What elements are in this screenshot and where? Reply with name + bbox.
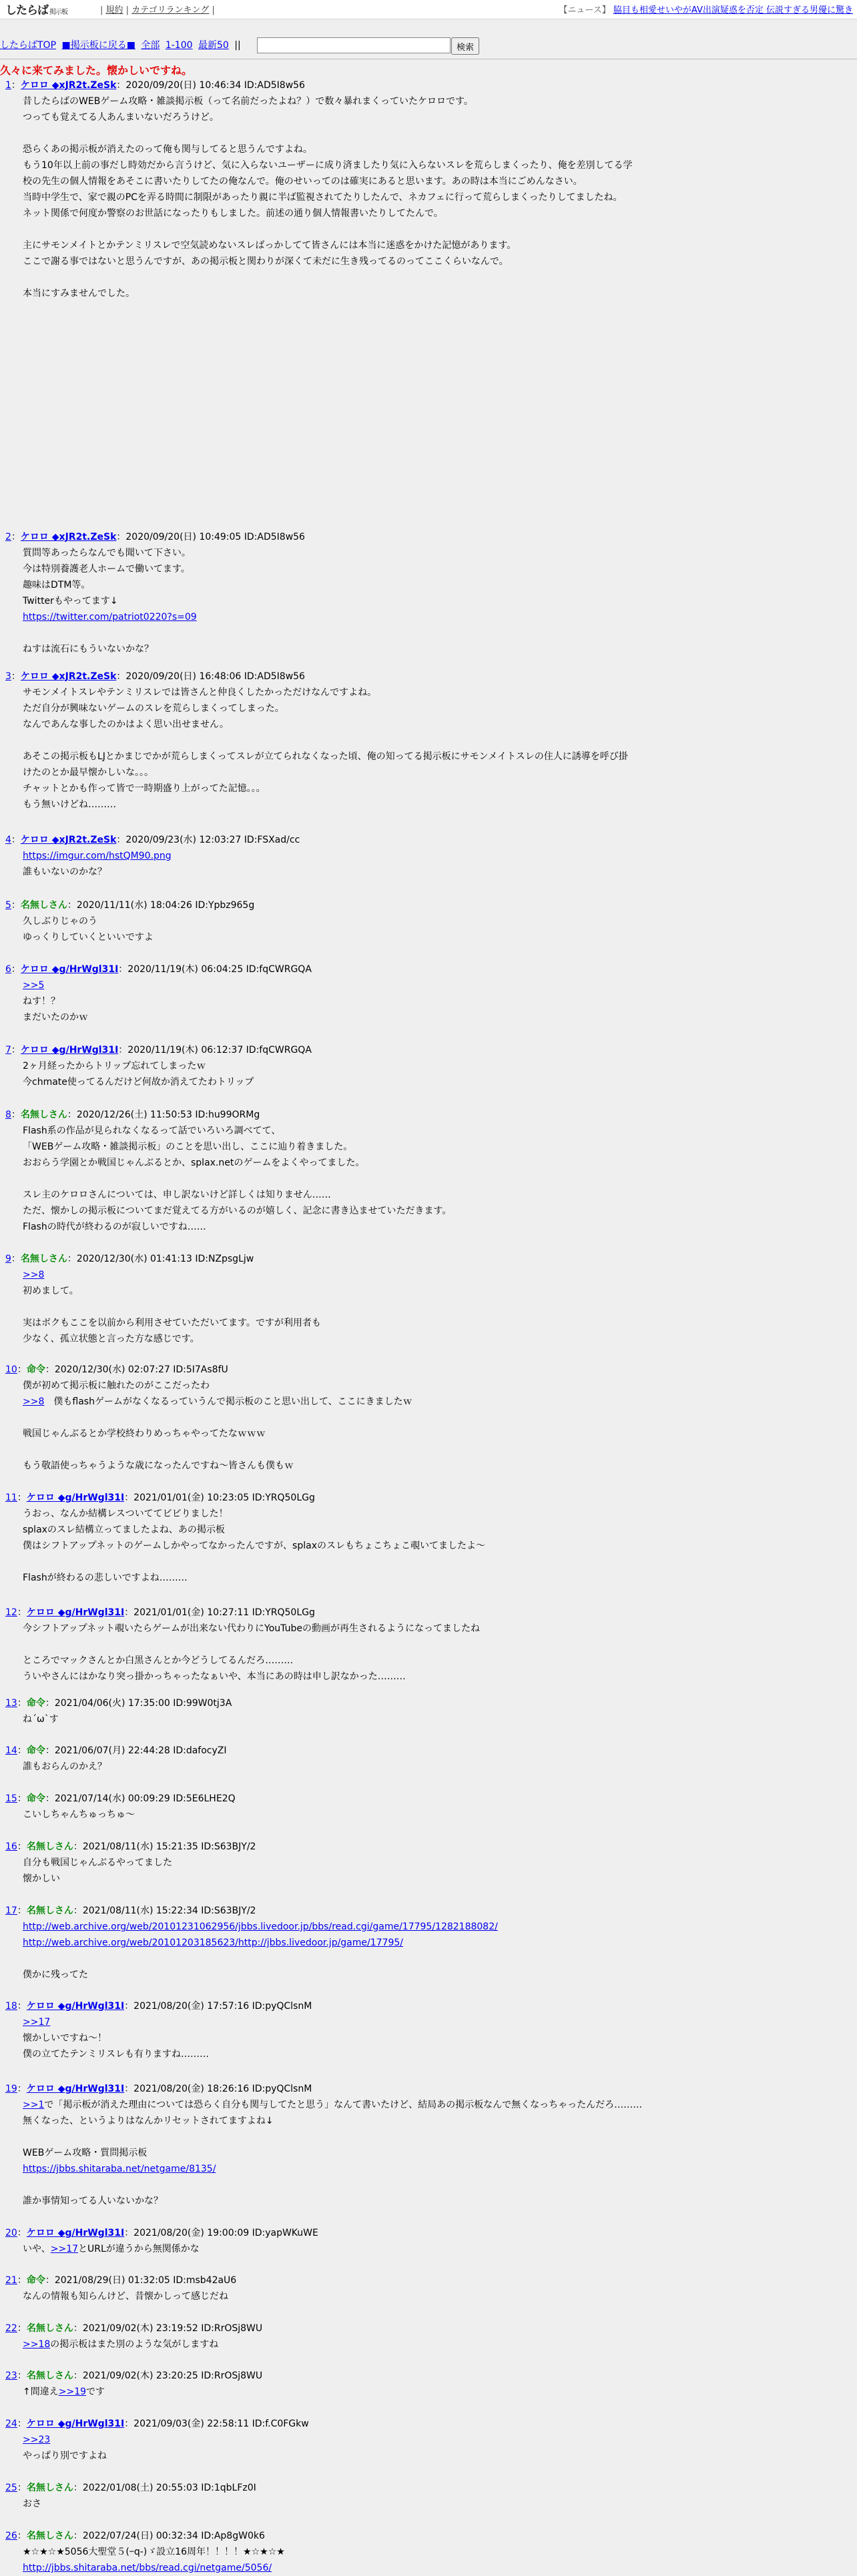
post-body: >>18の掲示板はまた別のような気がしますね — [23, 2339, 219, 2350]
url-link[interactable]: https://imgur.com/hstQM90.png — [23, 851, 172, 861]
post — [0, 1695, 857, 1727]
post-date-id: ：2021/08/11(水) 15:22:34 ID:S63BJY/2 — [73, 1905, 256, 1916]
poster-name: 命令 — [26, 2275, 45, 2286]
post-number-link[interactable]: 7 — [5, 1045, 11, 1055]
post-date-id: ：2021/08/29(日) 01:32:05 ID:msb42aU6 — [45, 2275, 237, 2286]
poster-name-link[interactable]: ケロロ ◆g/HrWgl31I — [26, 2228, 125, 2238]
post-number-link[interactable]: 23 — [5, 2371, 17, 2381]
post-date-id: ：2021/08/20(金) 19:00:09 ID:yapWKuWE — [124, 2228, 318, 2238]
reply-anchor-link[interactable]: >>19 — [58, 2387, 87, 2397]
post-header: 16：名無しさん：2021/08/11(水) 15:21:35 ID:S63BJY/2 — [5, 1841, 256, 1852]
news-label: 【ニュース】 — [559, 5, 611, 15]
post-number-link[interactable]: 19 — [5, 2084, 17, 2094]
post-header: 13：命令：2021/04/06(火) 17:35:00 ID:99W0tj3A — [5, 1698, 232, 1709]
post-date-id: ：2020/11/11(水) 18:04:26 ID:Ypbz965g — [67, 900, 255, 911]
post-header: 21：命令：2021/08/29(日) 01:32:05 ID:msb42aU6 — [5, 2275, 237, 2286]
post-date-id: ：2021/08/11(水) 15:21:35 ID:S63BJY/2 — [73, 1841, 256, 1852]
poster-name-link[interactable]: ケロロ ◆g/HrWgl31I — [26, 2419, 125, 2429]
post-body: >>5 ねす！？ まだいたのかｗ — [23, 980, 88, 1023]
top-bar — [0, 0, 857, 19]
post — [0, 2528, 857, 2576]
post-date-id: ：2020/09/20(日) 10:49:05 ID:AD5I8w56 — [116, 532, 305, 542]
all-posts-link[interactable]: 全部 — [141, 40, 160, 51]
post-header: 23：名無しさん：2021/09/02(木) 23:20:25 ID:RrOSj8WU — [5, 2371, 263, 2381]
post-header: 17：名無しさん：2021/08/11(水) 15:22:34 ID:S63BJY/2 — [5, 1905, 256, 1916]
post — [0, 1490, 857, 1586]
poster-name-link[interactable]: ケロロ ◆g/HrWgl31I — [26, 2084, 125, 2094]
post-date-id: ：2021/06/07(月) 22:44:28 ID:dafocyZI — [45, 1745, 227, 1756]
post-header: 26：名無しさん：2022/07/24(日) 00:32:34 ID:Ap8gW0k6 — [5, 2531, 265, 2541]
poster-name: 名無しさん — [26, 2371, 73, 2381]
post-number-link[interactable]: 15 — [5, 1793, 17, 1804]
post-date-id: ：2020/09/20(日) 10:46:34 ID:AD5I8w56 — [116, 80, 305, 91]
post-body: >>17 懐かしいですね〜！ 僕の立てたテンミリスレも有りますね……… — [23, 2017, 210, 2060]
post — [0, 1107, 857, 1235]
post-number-link[interactable]: 12 — [5, 1607, 17, 1618]
post-number-link[interactable]: 21 — [5, 2275, 17, 2286]
url-link[interactable]: http://jbbs.shitaraba.net/bbs/read.cgi/netgame/5056/ — [23, 2563, 272, 2573]
post-header: 24：ケロロ ◆g/HrWgl31I：2021/09/03(金) 22:58:11 ID:f.C0FGkw — [5, 2419, 309, 2429]
poster-name-link[interactable]: ケロロ ◆g/HrWgl31I — [26, 1492, 125, 1503]
post — [0, 832, 857, 880]
post-header: 11：ケロロ ◆g/HrWgl31I：2021/01/01(金) 10:23:05 ID:YRQ50LGg — [5, 1492, 315, 1503]
post-header: 4：ケロロ ◆xJR2t.ZeSk：2020/09/23(水) 12:03:27 ID:FSXad/cc — [5, 835, 300, 845]
post-header: 6：ケロロ ◆g/HrWgl31I：2020/11/19(木) 06:04:25 ID:fqCWRGQA — [5, 964, 312, 975]
post-body: 2ヶ月経ったからトリップ忘れてしまったｗ 今chmate使ってるんだけど何故か消えてたわトリップ — [23, 1061, 254, 1088]
poster-name: 名無しさん — [20, 1110, 67, 1120]
thread-nav — [0, 37, 241, 56]
post-body: ↑間違え>>19です — [23, 2387, 105, 2397]
post-date-id: ：2020/12/26(土) 11:50:53 ID:hu99ORMg — [67, 1110, 260, 1120]
post-date-id: ：2022/01/08(土) 20:55:03 ID:1qbLFz0I — [73, 2483, 256, 2493]
post — [0, 1251, 857, 1347]
poster-name-link[interactable]: ケロロ ◆g/HrWgl31I — [20, 1045, 119, 1055]
post-number-link[interactable]: 22 — [5, 2323, 17, 2334]
post-header: 25：名無しさん：2022/01/08(土) 20:55:03 ID:1qbLFz0I — [5, 2483, 256, 2493]
post — [0, 1998, 857, 2062]
post-header: 14：命令：2021/06/07(月) 22:44:28 ID:dafocyZI — [5, 1745, 227, 1756]
post — [0, 1791, 857, 1823]
poster-name: 名無しさん — [26, 1841, 73, 1852]
post-number-link[interactable]: 13 — [5, 1698, 17, 1709]
url-link[interactable]: http://web.archive.org/web/20101203185623/http://jbbs.livedoor.jp/game/17795/ — [23, 1938, 403, 1948]
post-number-link[interactable]: 16 — [5, 1841, 17, 1852]
post-body: >>8 初めまして。 実はボクもここを以前から利用させていただいてます。ですが利用者も 少なく、孤立状態と言った方な感じです。 — [23, 1270, 321, 1344]
post-date-id: ：2021/08/20(金) 18:26:16 ID:pyQClsnM — [124, 2084, 312, 2094]
post-number-link[interactable]: 2 — [5, 532, 11, 542]
range-link[interactable]: 1-100 — [165, 40, 193, 51]
post — [0, 2320, 857, 2352]
reply-anchor-link[interactable]: >>23 — [23, 2435, 51, 2445]
post-body: https://imgur.com/hstQM90.png 誰もいないのかな？ — [23, 851, 172, 877]
post-header: 5：名無しさん：2020/11/11(水) 18:04:26 ID:Ypbz965g — [5, 900, 255, 911]
post-header: 7：ケロロ ◆g/HrWgl31I：2020/11/19(木) 06:12:37 ID:fqCWRGQA — [5, 1045, 312, 1055]
poster-name: 名無しさん — [26, 2531, 73, 2541]
post — [0, 1743, 857, 1775]
poster-name: 命令 — [26, 1745, 45, 1756]
post-date-id: ：2021/08/20(金) 17:57:16 ID:pyQClsnM — [124, 2001, 312, 2012]
post-date-id: ：2020/12/30(水) 01:41:13 ID:NZpsgLjw — [67, 1254, 254, 1264]
post-body: 質問等あったらなんでも聞いて下さい。 今は特別養護老人ホームで働いてます。 趣味はDTM等。 Twitterもやってます↓ https://twitter.com/patriot0220?s=09 ねすは流石にもういないかな？ — [23, 548, 197, 655]
post — [0, 1903, 857, 1983]
post-header: 2：ケロロ ◆xJR2t.ZeSk：2020/09/20(日) 10:49:05 ID:AD5I8w56 — [5, 532, 305, 542]
post-body: こいしちゃんちゅっちゅ〜 — [23, 1809, 135, 1820]
reply-anchor-link[interactable]: >>18 — [23, 2339, 51, 2350]
post-number-link[interactable]: 5 — [5, 900, 11, 911]
poster-name-link[interactable]: ケロロ ◆g/HrWgl31I — [26, 1607, 125, 1618]
post — [0, 2272, 857, 2304]
poster-name: 名無しさん — [26, 1905, 73, 1916]
url-link[interactable]: https://twitter.com/patriot0220?s=09 — [23, 612, 197, 622]
reply-anchor-link[interactable]: >>17 — [23, 2017, 51, 2028]
post-date-id: ：2021/04/06(火) 17:35:00 ID:99W0tj3A — [45, 1698, 232, 1709]
post-body: ★☆★☆★5056大聖堂５(ｰq-)ゞ設立16周年！！！！★☆★☆★ http://jbbs.shitaraba.net/bbs/read.cgi/netgame/5056/ — [23, 2547, 285, 2573]
post — [0, 2480, 857, 2512]
post-body: Flash系の作品が見られなくなるって話でいろいろ調べてて、 「WEBゲーム攻略・雑談掲示板」のことを思い出し、ここに辿り着きました。 おおらう学園とか戦国じゃんぶるとか、splax.netのゲームをよくやってました。 スレ主のケロロさんについては、申し訳ないけど詳しくは知りません…… ただ、懐かしの掲示板についてまだ覚えてる方がいるのが嬉しく、記念に書き込ませていただきます。 Flashの時代が終わるのが寂しいですね…… — [23, 1126, 452, 1232]
post-body: 僕が初めて掲示板に触れたのがここだったわ >>8 僕もflashゲームがなくなるっていうんで掲示板のこと思い出して、ここにきましたｗ 戦国じゃんぶるとか学校終わりめっちゃやってたなｗｗｗ もう敬語使っちゃうような歳になったんですね〜皆さんも僕もｗ — [23, 1380, 412, 1471]
search-input[interactable] — [257, 37, 451, 53]
reply-anchor-link[interactable]: >>5 — [23, 980, 45, 991]
post — [0, 1362, 857, 1474]
post-body: 久しぶりじゃのう ゆっくりしていくといいですよ — [23, 916, 154, 943]
post-date-id: ：2020/12/30(水) 02:07:27 ID:5I7As8fU — [45, 1364, 228, 1375]
post-date-id: ：2021/09/02(木) 23:20:25 ID:RrOSj8WU — [73, 2371, 263, 2381]
latest-50-link[interactable]: 最新50 — [198, 40, 229, 51]
post-date-id: ：2020/09/20(日) 16:48:06 ID:AD5I8w56 — [116, 671, 305, 682]
post-body: >>1で「掲示板が消えた理由については恐らく自分も関与してたと思う」なんて書いたけど、結局あの掲示板なんで無くなっちゃったんだろ……… 無くなった、というよりはなんかリセットされてますよね↓ WEBゲーム攻略・質問掲示板 https://jbbs.shitaraba.net/netgame/8135/ 誰か事情知ってる人いないかな？ — [23, 2100, 643, 2206]
post-date-id: ：2020/11/19(木) 06:12:37 ID:fqCWRGQA — [118, 1045, 312, 1055]
top-links: | 規約 | カテゴリランキング | — [100, 5, 215, 15]
shitaraba-top-link[interactable]: したらばTOP — [0, 40, 57, 51]
post — [0, 669, 857, 813]
url-link[interactable]: https://jbbs.shitaraba.net/netgame/8135/ — [23, 2164, 216, 2174]
post-header: 19：ケロロ ◆g/HrWgl31I：2021/08/20(金) 18:26:16 ID:pyQClsnM — [5, 2084, 312, 2094]
post-date-id: ：2021/09/02(木) 23:19:52 ID:RrOSj8WU — [73, 2323, 263, 2334]
poster-name: 名無しさん — [26, 2323, 73, 2334]
post — [0, 2368, 857, 2400]
post-header: 9：名無しさん：2020/12/30(水) 01:41:13 ID:NZpsgLjw — [5, 1254, 254, 1264]
reply-anchor-link[interactable]: >>1 — [23, 2100, 45, 2110]
post-body: 昔したらばのWEBゲーム攻略・雑談掲示板（って名前だったよね？）で数々暴れまくっていたケロロです。 つっても覚えてる人あんまいないだろうけど。 恐らくあの掲示板が消えたのって俺も関与してると思うんですよね。 もう10年以上前の事だし時効だから言うけど、気に入らないユーザーに成り済ましたり気に入らないスレを荒らしまくったり、俺を差別してる学 校の先生の個人情報をあそこに書いたりしてたの俺なんで。俺のせいってのは確実にあると思います。あの時は本当にごめんなさい。 当時中学生で、家で親のPCを弄る時間に制限があったり親に半ば監視されてたりしたんで、ネカフェに行って荒らしまくったりしてましたね。 ネット関係で何度か警察のお世話になったりもしました。前述の通り個人情報書いたりしてたんで。 主にサモンメイトとかテンミリスレで空気読めないスレばっかしてて皆さんには本当に迷惑をかけた記憶があります。 ここで謝る事ではないと思うんですが、あの掲示板と関わりが深くて未だに生き残ってるのってここくらいなんで。 本当にすみませんでした。 — [23, 96, 633, 299]
poster-name-link[interactable]: ケロロ ◆xJR2t.ZeSk — [20, 532, 117, 542]
post-body: 今シフトアップネット覗いたらゲームが出来ない代わりにYouTubeの動画が再生されるようになってましたね ところでマックさんとか白黒さんとか今どうしてるんだろ……… ういやさんにはかなり突っ掛かっちゃったなぁいや、本当にあの時は申し訳なかった……… — [23, 1623, 480, 1682]
post-header: 8：名無しさん：2020/12/26(土) 11:50:53 ID:hu99ORMg — [5, 1110, 260, 1120]
poster-name-link[interactable]: ケロロ ◆g/HrWgl31I — [26, 2001, 125, 2012]
post-body: うおっ、なんか結構レスついててビビりました！ splaxのスレ結構立ってましたよね、あの掲示板 僕はシフトアップネットのゲームしかやってなかったんですが、splaxのスレもちょこちょこ覗いてましたよ〜 Flashが終わるの悲しいですよね……… — [23, 1509, 485, 1583]
url-link[interactable]: http://web.archive.org/web/20101231062956/jbbs.livedoor.jp/bbs/read.cgi/game/17795/1282188082/ — [23, 1921, 498, 1932]
post-header: 20：ケロロ ◆g/HrWgl31I：2021/08/20(金) 19:00:09 ID:yapWKuWE — [5, 2228, 318, 2238]
post-header: 10：命令：2020/12/30(水) 02:07:27 ID:5I7As8fU — [5, 1364, 228, 1375]
post — [0, 529, 857, 657]
post-date-id: ：2022/07/24(日) 00:32:34 ID:Ap8gW0k6 — [73, 2531, 265, 2541]
news-ticker — [559, 3, 853, 19]
post-number-link[interactable]: 17 — [5, 1905, 17, 1916]
reply-anchor-link[interactable]: >>8 — [23, 1270, 45, 1280]
nav-separator: || — [234, 40, 241, 51]
post-number-link[interactable]: 8 — [5, 1110, 11, 1120]
post-number-link[interactable]: 9 — [5, 1254, 11, 1264]
post-header: 22：名無しさん：2021/09/02(木) 23:19:52 ID:RrOSj8WU — [5, 2323, 263, 2334]
post — [0, 1042, 857, 1090]
post-body: http://web.archive.org/web/20101231062956/jbbs.livedoor.jp/bbs/read.cgi/game/17795/1282188082/ http://web.archive.org/web/20101203185623/http://jbbs.livedoor.jp/game/17795/ 僕かに残ってた — [23, 1921, 498, 1980]
post — [0, 2081, 857, 2209]
search-button[interactable]: 検索 — [451, 37, 479, 55]
poster-name: 命令 — [26, 1364, 45, 1375]
post-header: 1：ケロロ ◆xJR2t.ZeSk：2020/09/20(日) 10:46:34 ID:AD5I8w56 — [5, 80, 305, 91]
post-date-id: ：2020/09/23(水) 12:03:27 ID:FSXad/cc — [116, 835, 300, 845]
site-logo[interactable]: したらば 掲示板 — [5, 4, 67, 17]
post-body: >>23 やっぱり別ですよね — [23, 2435, 107, 2461]
post-body: サモンメイトスレやテンミリスレでは皆さんと仲良くしたかっただけなんですよね。 ただ自分が興味ないゲームのスレを荒らしまくってしまった。 なんであんな事したのかはよく思い出せません。 あそこの掲示板もLJとかまじでかが荒らしまくってスレが立てられなくなった頃、俺の知ってる掲示板にサモンメイトスレの住人に誘導を呼び掛 けたのとか最早懐かしいな。。。 チャットとかも作って皆で一時期盛り上がってた記憶。。。 もう無いけどね……… — [23, 687, 628, 810]
thread-title: 久々に来てみました。懐かしいですね。 — [0, 64, 193, 77]
post-header: 15：命令：2021/07/14(水) 00:09:29 ID:5E6LHE2Q — [5, 1793, 236, 1804]
post-number-link[interactable]: 6 — [5, 964, 11, 975]
post-number-link[interactable]: 25 — [5, 2483, 17, 2493]
post-number-link[interactable]: 3 — [5, 671, 11, 682]
reply-anchor-link[interactable]: >>17 — [50, 2244, 79, 2254]
post-number-link[interactable]: 1 — [5, 80, 11, 91]
post-header: 3：ケロロ ◆xJR2t.ZeSk：2020/09/20(日) 16:48:06 ID:AD5I8w56 — [5, 671, 305, 682]
poster-name: 名無しさん — [26, 2483, 73, 2493]
category-ranking-link[interactable]: カテゴリランキング — [131, 5, 210, 15]
post-body: 誰もおらんのかえ？ — [23, 1761, 107, 1772]
post-number-link[interactable]: 4 — [5, 835, 11, 845]
post-number-link[interactable]: 14 — [5, 1745, 17, 1756]
post-number-link[interactable]: 24 — [5, 2419, 17, 2429]
post-body: 自分も戦国じゃんぶるやってました 懐かしい — [23, 1857, 172, 1884]
post-body: ね´ω`す — [23, 1714, 59, 1725]
post-date-id: ：2021/07/14(水) 00:09:29 ID:5E6LHE2Q — [45, 1793, 236, 1804]
post — [0, 77, 857, 302]
poster-name: 名無しさん — [20, 900, 67, 911]
poster-name: 名無しさん — [20, 1254, 67, 1264]
poster-name: 命令 — [26, 1698, 45, 1709]
poster-name-link[interactable]: ケロロ ◆xJR2t.ZeSk — [20, 80, 117, 91]
post-date-id: ：2021/01/01(金) 10:27:11 ID:YRQ50LGg — [124, 1607, 315, 1618]
poster-name-link[interactable]: ケロロ ◆xJR2t.ZeSk — [20, 835, 117, 845]
post — [0, 897, 857, 945]
post-header: 12：ケロロ ◆g/HrWgl31I：2021/01/01(金) 10:27:11 ID:YRQ50LGg — [5, 1607, 315, 1618]
post — [0, 1605, 857, 1685]
news-link[interactable]: 脇目も相愛せいやがAV出演疑惑を否定 伝説すぎる男優に驚き — [613, 5, 853, 15]
post-body: なんの情報も知らんけど、昔懐かしって感じだね — [23, 2291, 228, 2302]
post-header: 18：ケロロ ◆g/HrWgl31I：2021/08/20(金) 17:57:16 ID:pyQClsnM — [5, 2001, 312, 2012]
post — [0, 2225, 857, 2257]
post-body: おさ — [23, 2499, 41, 2509]
post-date-id: ：2021/01/01(金) 10:23:05 ID:YRQ50LGg — [124, 1492, 315, 1503]
post-number-link[interactable]: 10 — [5, 1364, 17, 1375]
post-number-link[interactable]: 20 — [5, 2228, 17, 2238]
back-to-board-link[interactable]: ■掲示板に戻る■ — [61, 40, 135, 51]
post — [0, 1839, 857, 1887]
reply-anchor-link[interactable]: >>8 — [23, 1396, 45, 1407]
terms-link[interactable]: 規約 — [105, 5, 123, 15]
post-number-link[interactable]: 11 — [5, 1492, 17, 1503]
post — [0, 961, 857, 1025]
poster-name: 命令 — [26, 1793, 45, 1804]
post-number-link[interactable]: 26 — [5, 2531, 17, 2541]
poster-name-link[interactable]: ケロロ ◆xJR2t.ZeSk — [20, 671, 117, 682]
post-date-id: ：2021/09/03(金) 22:58:11 ID:f.C0FGkw — [124, 2419, 309, 2429]
poster-name-link[interactable]: ケロロ ◆g/HrWgl31I — [20, 964, 119, 975]
post — [0, 2416, 857, 2464]
post-date-id: ：2020/11/19(木) 06:04:25 ID:fqCWRGQA — [118, 964, 312, 975]
post-body: いや、>>17とURLが違うから無関係かな — [23, 2244, 200, 2254]
post-number-link[interactable]: 18 — [5, 2001, 17, 2012]
